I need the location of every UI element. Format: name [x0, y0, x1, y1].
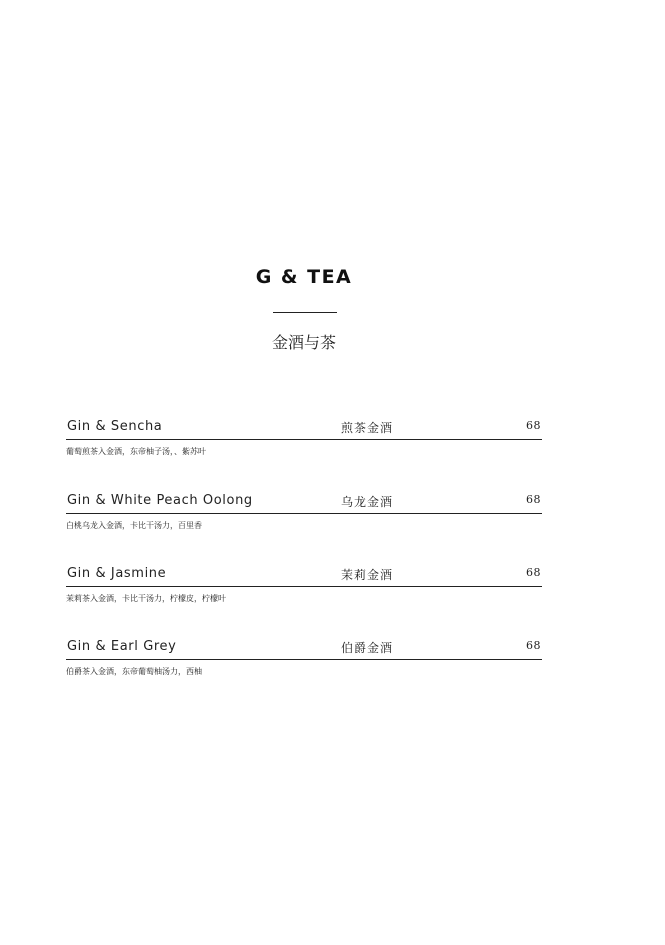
- menu-item-cn-name: 伯爵金酒: [341, 641, 394, 655]
- menu-item-price: 68: [526, 639, 541, 652]
- menu-item-name: Gin & Sencha: [67, 419, 163, 434]
- menu-item-price: 68: [526, 566, 541, 579]
- menu-item-earl-grey: [66, 637, 542, 697]
- menu-item-jasmine: [66, 564, 542, 624]
- menu-item-row: [66, 491, 542, 514]
- page-title: G & TEA: [255, 266, 353, 288]
- menu-item-description: 葡萄煎茶入金酒，东帝柚子汤，、紫苏叶: [66, 447, 206, 456]
- menu-item-name: Gin & Earl Grey: [67, 639, 177, 654]
- menu-item-cn-name: 煎茶金酒: [341, 421, 394, 435]
- menu-item-row: [66, 564, 542, 587]
- menu-item-name: Gin & White Peach Oolong: [67, 493, 253, 508]
- title-divider: [273, 312, 337, 313]
- menu-item-description: 白桃乌龙入金酒，卡比干汤力，百里香: [66, 521, 202, 530]
- menu-item-cn-name: 乌龙金酒: [341, 495, 394, 509]
- menu-item-white-peach-oolong: [66, 491, 542, 551]
- menu-item-price: 68: [526, 493, 541, 506]
- menu-item-sencha: [66, 417, 542, 477]
- menu-item-name: Gin & Jasmine: [67, 566, 167, 581]
- menu-item-cn-name: 茉莉金酒: [341, 568, 394, 582]
- menu-item-description: 伯爵茶入金酒，东帝葡萄柚汤力，西柚: [66, 667, 202, 676]
- menu-item-row: [66, 637, 542, 660]
- page-subtitle: 金酒与茶: [271, 333, 336, 352]
- menu-item-description: 茉莉茶入金酒，卡比干汤力，柠檬皮，柠檬叶: [66, 594, 226, 603]
- menu-item-row: [66, 417, 542, 440]
- menu-item-price: 68: [526, 419, 541, 432]
